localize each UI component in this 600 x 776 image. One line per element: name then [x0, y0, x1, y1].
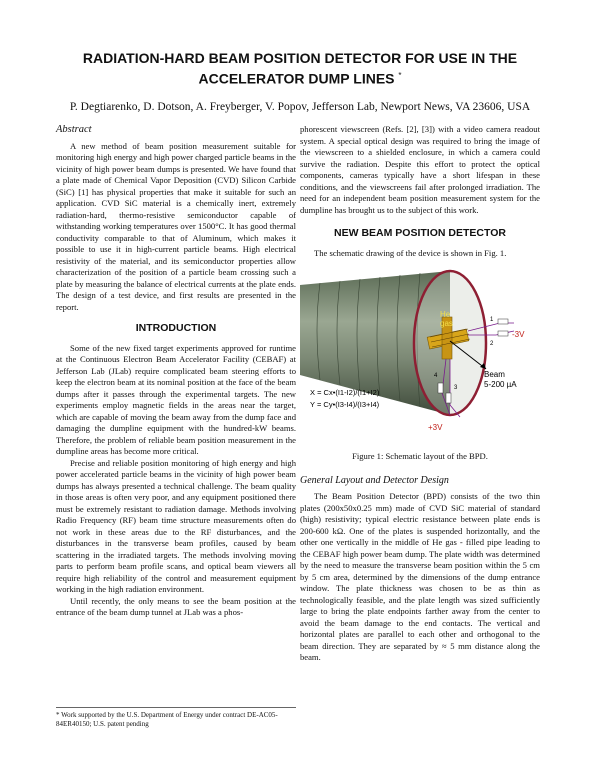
- abstract-text: A new method of beam position measurement suitable for monitoring high energy and high power charged particle beams in the vicinity of high power beam dumps is presented. We have found that a plate made of Chemical Vapor Deposition (CVD) Silicon Carbide (SiC) [1] has physical properties that make it suitable for such an application. CVD SiC material is a chemically inert, extremely radiation-hard, thermo-resistive semiconductor capable of withstanding working temperatures over 1500°C. It has good thermal conductivity comparable to that of Aluminum, which makes it possible to use it in high-current particle beams. High electrical resistivity of the material, and its semiconductor properties allow characterization of the position of a particle beam crossing such a plate by measuring the balance of electrical currents at the plate ends. The design of a test device, and first results are presented in the report.: [56, 140, 296, 312]
- introduction-heading: INTRODUCTION: [135, 322, 217, 334]
- authors-line: P. Degtiarenko, D. Dotson, A. Freyberger, V. Popov, Jefferson Lab, Newport News, VA 23606, USA: [69, 101, 531, 113]
- general-layout-heading: General Layout and Detector Design: [300, 474, 449, 486]
- figure-1: [300, 265, 540, 451]
- positive-voltage-label: +3V: [428, 423, 443, 432]
- beam-label: Beam: [484, 370, 505, 379]
- abstract: [56, 124, 296, 313]
- intro-paragraph-1: Some of the new fixed target experiments approved for runtime at the Continuous Electron Beam Accelerator Facility (CEBAF) at Jefferson Lab (JLab) require complicated beam steering efforts to keep the electron beam at its nominal position at the face of the beam dumps after it passes through the experimental targets. The new experiments employ magnetic fields in the areas near the target, which are capable of moving the beam away from the dump face and damaging the dumpline equipment with the hundred-kW beams. Therefore, the problem of reliable beam position measurement in the dumpline areas has become more critical.: [56, 342, 296, 456]
- new-bpd-paragraph: The schematic drawing of the device is shown in Fig. 1.: [314, 247, 507, 258]
- paper-title: [60, 50, 540, 88]
- wire-number-4: 4: [434, 373, 438, 379]
- gas-label: gas: [440, 319, 453, 328]
- figure-1-caption: Figure 1: Schematic layout of the BPD.: [352, 451, 488, 461]
- wire-number-2: 2: [490, 341, 494, 347]
- negative-voltage-label: -3V: [512, 330, 525, 339]
- resistor-1: [498, 319, 508, 324]
- title-line-1: RADIATION-HARD BEAM POSITION DETECTOR FOR USE IN THE: [82, 50, 518, 66]
- resistor-4: [438, 383, 443, 393]
- bpd-schematic-image: [300, 265, 540, 451]
- resistor-3: [446, 393, 451, 403]
- left-column: [56, 124, 296, 619]
- resistor-2: [498, 331, 508, 336]
- abstract-heading: Abstract: [56, 124, 92, 135]
- formula-y: Y = Cy•(I3-I4)/(I3+I4): [310, 400, 380, 409]
- general-layout-paragraph: The Beam Position Detector (BPD) consists of the two thin plates (200x50x0.25 mm) made of CVD SiC material of standard (high) resistivity; typical electric resistance between plate ends is 200-600 kΩ. One of the plates is suspended horizontally, and the other one vertically in the middle of He gas - filled pipe leading to the CEBAF high power beam dump. The plate width was determined by the need to measure the transverse beam position within the 5 cm by 5 cm area, determined by the dimensions of the dump entrance window. The plate thickness was chosen to be as thin as technologically feasible, and the plate length was sized sufficiently large to bring the plate endpoints farther away from the center to avoid the beam damage to the end contacts. The vertical and horizontal plates are parallel to each other and orthogonal to the beam direction. They are separated by ≈ 5 mm distance along the beam.: [300, 491, 540, 662]
- formula-x: X = Cx•(I1-I2)/(I1+I2): [310, 388, 380, 397]
- new-bpd-heading: NEW BEAM POSITION DETECTOR: [334, 227, 506, 239]
- intro-paragraph-2: Precise and reliable position monitoring of high energy and high power accelerated particle beams in the vicinity of high power beam dumps has always presented a technical challenge. The beam quality in those areas is often very poor, and any equipment positioned there must be extremely resistant to radiation damage. Methods involving Radio Frequency (RF) beam time structure measurements often do not work in these areas due to the RF disturbances, and the disturbances in the transverse beam profiles, caused by beam scattering in the irradiated targets. The methods involving moving parts to perform beam profile scans, and optical beam viewers all require high reliability of the control and measurement equipment working in the high radiation environment.: [56, 457, 296, 594]
- beam-current-label: 5-200 µA: [484, 380, 517, 389]
- wire-number-3: 3: [454, 385, 458, 391]
- title-footnote-mark: *: [398, 71, 402, 80]
- wire-number-1: 1: [490, 317, 494, 323]
- right-col-continuation: phorescent viewscreen (Refs. [2], [3]) with a video camera readout system. A special optical design was required to bring the image of the viewscreen to a shielded enclosure, in which a camera could survive the radiation. Despite this effort to protect the optical components, cameras typically have a short lifespan in these conditions, and the viewscreens fail after prolonged irradiation. The need for an independent beam position measurement system for the dumpline has brought us to the subject of this work.: [300, 124, 540, 215]
- right-column: [300, 124, 540, 664]
- title-line-2: ACCELERATOR DUMP LINES: [198, 70, 395, 87]
- footnote: * Work supported by the U.S. Department of Energy under contract DE-AC05-84ER40150; U.S. patent pending: [56, 707, 296, 729]
- he-label: He: [440, 310, 451, 319]
- intro-paragraph-3: Until recently, the only means to see the beam position at the entrance of the beam dump tunnel at JLab was a phos-: [56, 595, 296, 617]
